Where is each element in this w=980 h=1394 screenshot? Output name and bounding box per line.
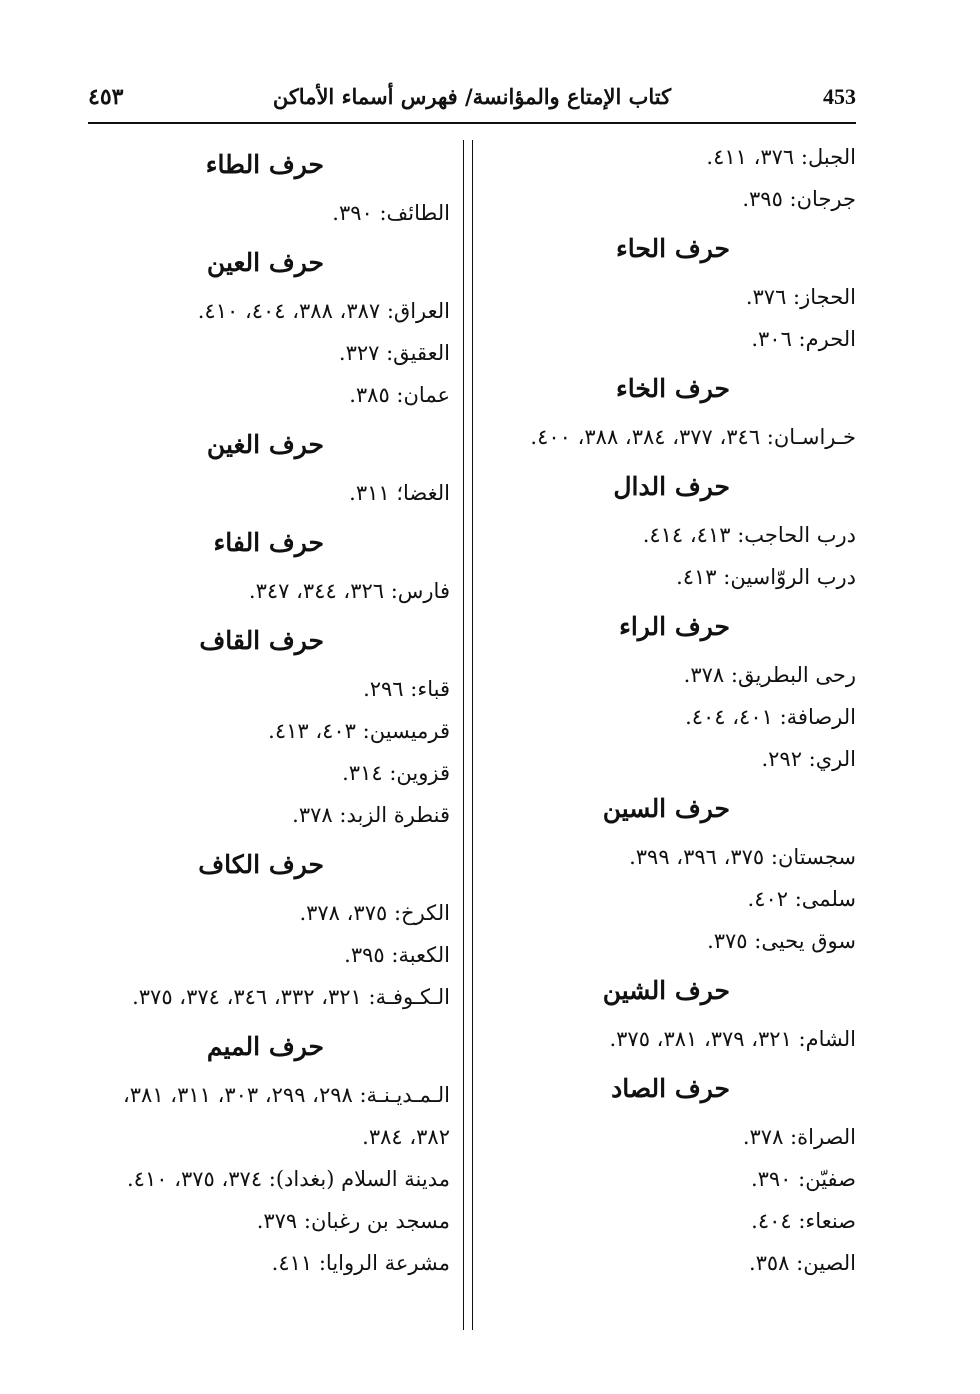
letter-heading: حرف الشين [602,976,730,1005]
place-entry: سوق يحيى: ٣٧٥. [707,929,856,953]
letter-heading: حرف الصاد [611,1074,730,1103]
letter-heading: حرف الدال [613,472,730,501]
letter-heading: حرف السين [602,794,730,823]
place-entry: خـراسـان: ٣٤٦، ٣٧٧، ٣٨٤، ٣٨٨، ٤٠٠. [530,425,856,449]
letter-heading: حرف الراء [619,612,730,641]
place-entry: الحرم: ٣٠٦. [751,327,856,351]
page-header [88,82,856,118]
place-entry: الحجاز: ٣٧٦. [745,285,856,309]
place-entry: درب الروّاسين: ٤١٣. [676,565,856,589]
index-section [88,420,450,514]
place-entry: الري: ٢٩٢. [761,747,856,771]
index-section [496,602,856,780]
place-entry: الـمـديـنـة: ٢٩٨، ٢٩٩، ٣٠٣، ٣١١، ٣٨١، ٣٨٢، ٣٨٤. [122,1083,450,1149]
header-rule [88,122,856,124]
place-entry: جرجان: ٣٩٥. [742,187,856,211]
place-entry: قباء: ٢٩٦. [363,677,450,701]
left-column [88,136,450,1284]
place-entry: الجبل: ٣٧٦، ٤١١. [706,145,856,169]
place-entry: رحى البطريق: ٣٧٨. [683,663,856,687]
letter-heading: حرف القاف [199,626,324,655]
right-column [496,136,856,1284]
index-section [496,1064,856,1284]
place-entry: سجستان: ٣٧٥، ٣٩٦، ٣٩٩. [629,845,856,869]
index-section [88,518,450,612]
place-entry: الشام: ٣٢١، ٣٧٩، ٣٨١، ٣٧٥. [609,1027,856,1051]
place-entry: الصين: ٣٥٨. [748,1251,856,1275]
place-entry: مسجد بن رغبان: ٣٧٩. [256,1209,450,1233]
place-entry: قرميسين: ٤٠٣، ٤١٣. [268,719,450,743]
index-section [496,966,856,1060]
place-entry: صنعاء: ٤٠٤. [751,1209,856,1233]
index-section [88,616,450,836]
place-entry: فارس: ٣٢٦، ٣٤٤، ٣٤٧. [248,579,450,603]
place-entry: الرصافة: ٤٠١، ٤٠٤. [685,705,856,729]
place-entry: العقيق: ٣٢٧. [338,341,450,365]
place-entry: درب الحاجب: ٤١٣، ٤١٤. [642,523,856,547]
place-entry: صفيّن: ٣٩٠. [750,1167,856,1191]
place-entry: سلمى: ٤٠٢. [747,887,856,911]
place-entry: مشرعة الروايا: ٤١١. [271,1251,450,1275]
letter-heading: حرف الطاء [205,150,324,179]
place-entry: الكعبة: ٣٩٥. [344,943,450,967]
index-section [496,136,856,220]
place-entry: قزوين: ٣١٤. [342,761,450,785]
index-section [88,1022,450,1284]
letter-heading: حرف الفاء [213,528,324,557]
place-entry: الكرخ: ٣٧٥، ٣٧٨. [299,901,450,925]
index-section [88,840,450,1018]
index-section [496,462,856,598]
index-section [496,224,856,360]
index-section [496,784,856,962]
index-section [496,364,856,458]
place-entry: العراق: ٣٨٧، ٣٨٨، ٤٠٤، ٤١٠. [197,299,450,323]
letter-heading: حرف الميم [206,1032,324,1061]
running-title: كتاب الإمتاع والمؤانسة/ فهرس أسماء الأماكن [272,84,672,109]
page-number-latin: 453 [823,84,856,109]
place-entry: قنطرة الزبد: ٣٧٨. [292,803,450,827]
place-entry: مدينة السلام (بغداد): ٣٧٤، ٣٧٥، ٤١٠. [126,1167,450,1191]
place-entry: الـكـوفـة: ٣٢١، ٣٣٢، ٣٤٦، ٣٧٤، ٣٧٥. [132,985,450,1009]
column-divider [463,140,473,1330]
letter-heading: حرف الخاء [616,374,730,403]
letter-heading: حرف الغين [206,430,324,459]
place-entry: عمان: ٣٨٥. [349,383,450,407]
place-entry: الصراة: ٣٧٨. [742,1125,856,1149]
letter-heading: حرف الكاف [198,850,324,879]
index-section [88,140,450,234]
place-entry: الطائف: ٣٩٠. [332,201,450,225]
letter-heading: حرف الحاء [616,234,730,263]
place-entry: الغضا؛ ٣١١. [349,481,450,505]
index-section [88,238,450,416]
page-number-arabic: ٤٥٣ [88,84,124,110]
letter-heading: حرف العين [206,248,324,277]
